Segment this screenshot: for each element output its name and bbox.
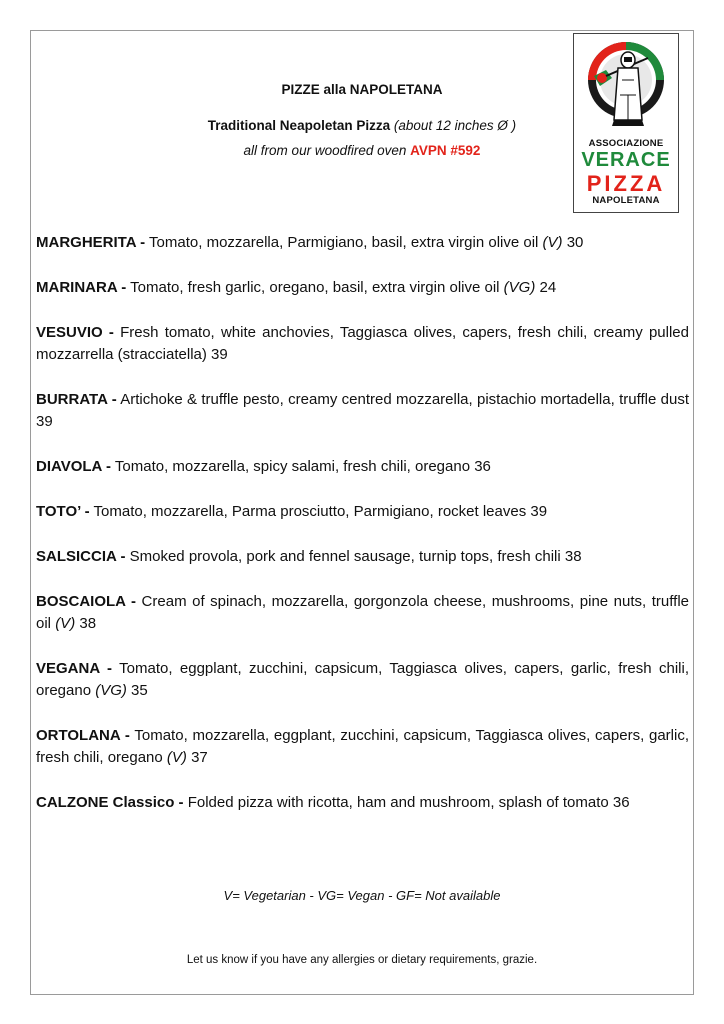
pulcinella-emblem-icon [584, 40, 668, 136]
item-desc: Cream of spinach, mozzarella, gorgonzola cheese, mushrooms, pine nuts, truffle oil [36, 593, 689, 632]
item-price: 36 [470, 458, 491, 475]
item-price: 39 [206, 346, 228, 363]
item-desc: Tomato, mozzarella, eggplant, zucchini, capsicum, Taggiasca olives, capers, garlic, fresh chili, oregano [36, 727, 689, 766]
logo-line-verace: VERACE [581, 149, 671, 171]
item-tag: (V) [542, 234, 563, 251]
item-desc: Tomato, mozzarella, spicy salami, fresh chili, oregano [111, 458, 471, 475]
menu-item [36, 456, 689, 478]
menu-title: PIZZE alla NAPOLETANA [281, 82, 443, 97]
menu-item [36, 792, 689, 814]
item-name: ORTOLANA - [36, 727, 130, 744]
item-price: 39 [36, 413, 53, 430]
menu-item [36, 322, 689, 366]
item-tag: (VG) [503, 279, 536, 296]
avpn-logo [573, 33, 679, 213]
allergy-note: Let us know if you have any allergies or dietary requirements, grazie. [186, 954, 538, 966]
item-desc: Smoked provola, pork and fennel sausage, turnip tops, fresh chili [125, 548, 561, 565]
item-name: TOTO’ - [36, 503, 90, 520]
menu-item [36, 725, 689, 769]
item-price: 35 [126, 682, 148, 699]
item-price: 30 [562, 234, 584, 251]
item-name: BURRATA - [36, 391, 117, 408]
item-price: 39 [526, 503, 548, 520]
logo-line-associazione: ASSOCIAZIONE [588, 138, 664, 149]
item-name: VEGANA - [36, 660, 113, 677]
item-name: DIAVOLA - [36, 458, 111, 475]
menu-item [36, 546, 689, 568]
item-tag: (V) [166, 749, 187, 766]
avpn-number: AVPN #592 [410, 143, 481, 158]
item-desc: Tomato, eggplant, zucchini, capsicum, Taggiasca olives, capers, garlic, fresh chili, oregano [36, 660, 689, 699]
item-desc: Tomato, mozzarella, Parma prosciutto, Parmigiano, rocket leaves [89, 503, 527, 520]
menu-item [36, 232, 689, 254]
item-tag: (VG) [95, 682, 127, 699]
pizza-list [36, 232, 689, 837]
dietary-legend: V= Vegetarian - VG= Vegan - GF= Not available [223, 888, 501, 903]
item-tag: (V) [55, 615, 76, 632]
menu-item [36, 658, 689, 702]
item-name: SALSICCIA - [36, 548, 126, 565]
item-desc: Tomato, mozzarella, Parmigiano, basil, extra virgin olive oil [145, 234, 543, 251]
item-desc: Tomato, fresh garlic, oregano, basil, extra virgin olive oil [126, 279, 504, 296]
menu-item [36, 389, 689, 433]
item-price: 38 [75, 615, 97, 632]
oven-text: all from our woodfired oven [243, 143, 407, 158]
item-price: 38 [560, 548, 582, 565]
subtitle-size: (about 12 inches Ø ) [393, 118, 517, 133]
menu-item [36, 591, 689, 635]
item-price: 36 [608, 794, 630, 811]
logo-line-pizza: PIZZA [586, 171, 666, 196]
item-name: MARINARA - [36, 279, 127, 296]
menu-item [36, 277, 689, 299]
item-price: 24 [535, 279, 557, 296]
item-desc: Artichoke & truffle pesto, creamy centred mozzarella, pistachio mortadella, truffle dust [116, 391, 689, 408]
item-desc: Fresh tomato, white anchovies, Taggiasca olives, capers, fresh chili, creamy pulled mozzarrella (stracciatella) [36, 324, 689, 363]
item-desc: Folded pizza with ricotta, ham and mushroom, splash of tomato [183, 794, 609, 811]
item-name: VESUVIO - [36, 324, 114, 341]
menu-item [36, 501, 689, 523]
item-name: CALZONE Classico - [36, 794, 184, 811]
item-price: 37 [186, 749, 208, 766]
logo-line-napoletana: NAPOLETANA [592, 195, 660, 206]
item-name: BOSCAIOLA - [36, 593, 136, 610]
item-name: MARGHERITA - [36, 234, 146, 251]
subtitle-bold: Traditional Neapoletan Pizza [207, 118, 391, 133]
